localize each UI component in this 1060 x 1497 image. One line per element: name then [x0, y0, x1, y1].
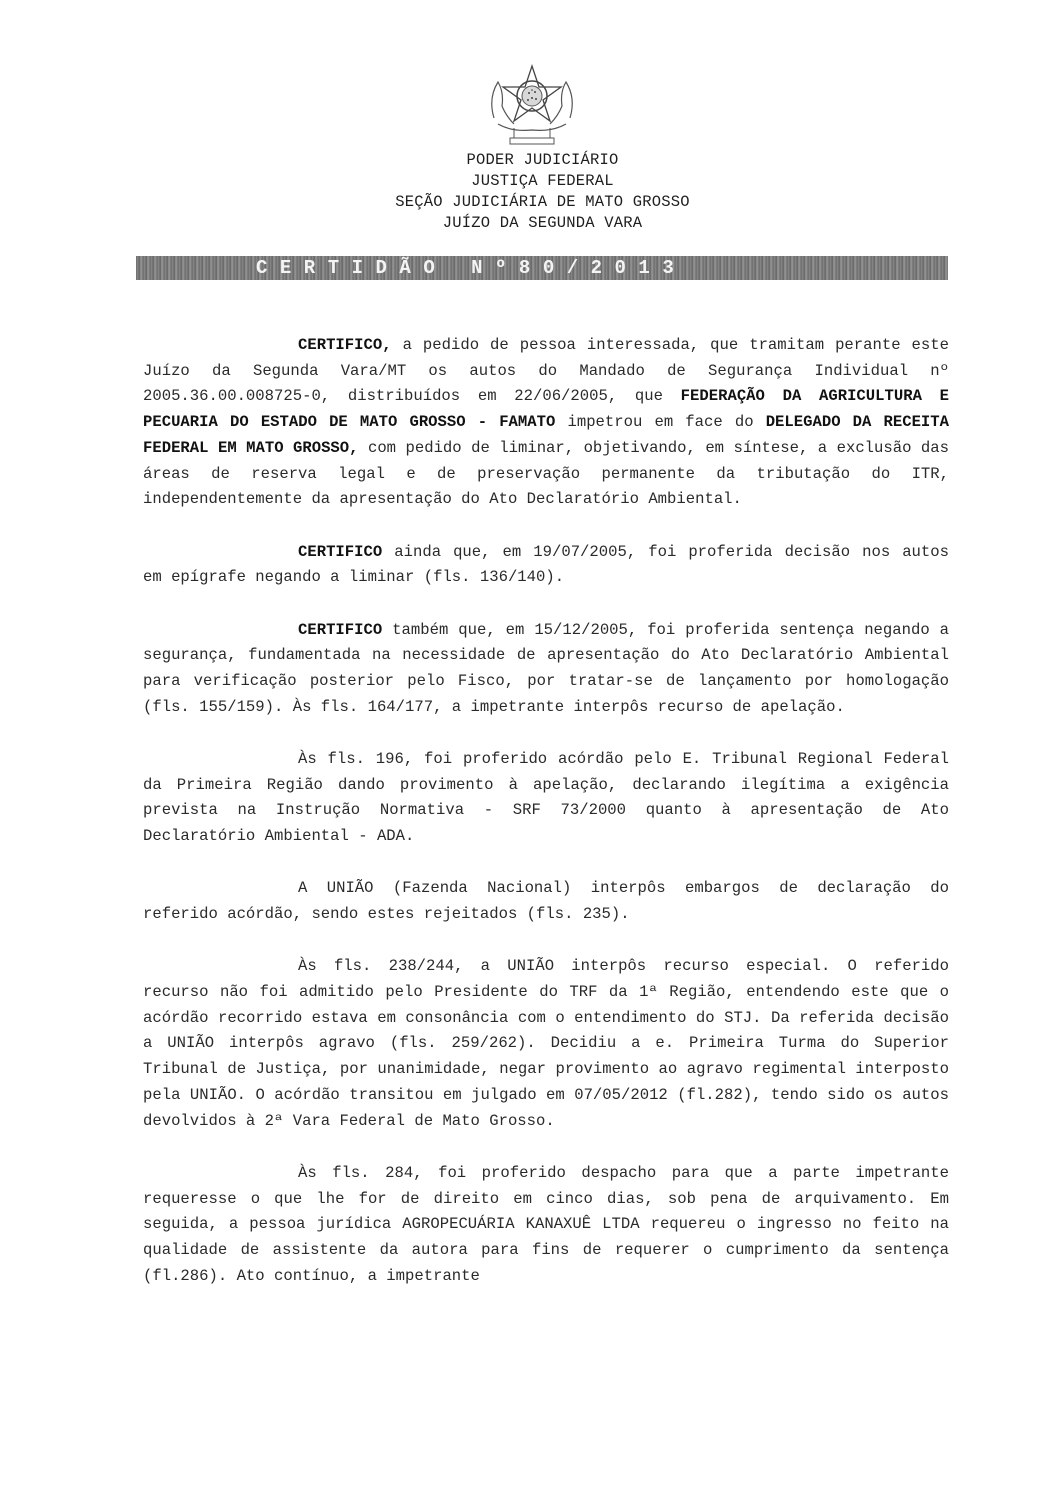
- paragraph-4: Às fls. 196, foi proferido acórdão pelo E. Tribunal Regional Federal da Primeira Região dando provimento à apelação, declarando ilegítima a exigência prevista na Instrução Normativa - SRF 73/2000 quanto à apresentação de Ato Declaratório Ambiental - ADA.: [143, 749, 949, 846]
- paragraph-1-text-c: com pedido de liminar, objetivando, em síntese, a exclusão das áreas de reserva legal e de preservação permanente da tributação do ITR, independentemente da apresentação do Ato Declaratório Ambiental.: [143, 438, 949, 509]
- court-header: [0, 150, 1060, 234]
- certificate-title-banner: [136, 256, 948, 280]
- paragraph-1-text-a: a pedido de pessoa interessada, que tramitam perante este Juízo da Segunda Vara/MT os autos do Mandado de Segurança Individual nº 2005.36.00.008725-0, distribuídos em 22/06/2005, que: [143, 336, 949, 406]
- header-line-juizo: JUÍZO DA SEGUNDA VARA: [442, 214, 643, 232]
- certificate-title: CERTIDÃO Nº80/2013: [256, 257, 687, 279]
- paragraph-2-text: ainda que, em 19/07/2005, foi proferida decisão nos autos em epígrafe negando a liminar (fls. 136/140).: [143, 542, 949, 587]
- header-line-secao: SEÇÃO JUDICIÁRIA DE MATO GROSSO: [395, 193, 690, 211]
- certificate-body: [143, 333, 949, 1316]
- certifico-keyword: CERTIFICO: [298, 542, 383, 561]
- paragraph-1: [143, 333, 949, 513]
- header-line-poder: PODER JUDICIÁRIO: [466, 151, 619, 169]
- certifico-keyword: CERTIFICO,: [298, 336, 392, 354]
- coat-of-arms-seal: [484, 58, 580, 148]
- paragraph-6: Às fls. 238/244, a UNIÃO interpôs recurso especial. O referido recurso não foi admitido pelo Presidente do TRF da 1ª Região, entendendo este que o acórdão recorrido estava em consonância com o entendimento do STJ. Da referida decisão a UNIÃO interpôs agravo (fls. 259/262). Decidiu a e. Primeira Turma do Superior Tribunal de Justiça, por unanimidade, negar provimento ao agravo regimental interposto pela UNIÃO. O acórdão transitou em julgado em 07/05/2012 (fl.282), tendo sido os autos devolvidos à 2ª Vara Federal de Mato Grosso.: [143, 957, 949, 1130]
- impetrado-name: DELEGADO DA RECEITA FEDERAL EM MATO GROSSO,: [143, 413, 950, 457]
- paragraph-3-text: também que, em 15/12/2005, foi proferida sentença negando a segurança, fundamentada na necessidade de apresentação do Ato Declaratório Ambiental para verificação posterior pelo Fisco, por tratar-se de lançamento por homologação (fls. 155/159). Às fls. 164/177, a impetrante interpôs recurso de apelação.: [143, 620, 949, 716]
- paragraph-5: A UNIÃO (Fazenda Nacional) interpôs embargos de declaração do referido acórdão, sendo estes rejeitados (fls. 235).: [143, 879, 949, 924]
- certifico-keyword: CERTIFICO: [298, 620, 383, 639]
- paragraph-7: Às fls. 284, foi proferido despacho para que a parte impetrante requeresse o que lhe for de direito em cinco dias, sob pena de arquivamento. Em seguida, a pessoa jurídica AGROPECUÁRIA KANAXUÊ LTDA requereu o ingresso no feito na qualidade de assistente da autora para fins de requerer o cumprimento da sentença (fl.286). Ato contínuo, a impetrante: [143, 1163, 949, 1285]
- paragraph-2: [143, 540, 949, 591]
- paragraph-3: [143, 618, 949, 721]
- impetrante-name: FEDERAÇÃO DA AGRICULTURA E PECUARIA DO ESTADO DE MATO GROSSO - FAMATO: [143, 387, 949, 432]
- paragraph-1-text-b: impetrou em face do: [555, 413, 766, 432]
- header-line-justica: JUSTIÇA FEDERAL: [471, 172, 614, 190]
